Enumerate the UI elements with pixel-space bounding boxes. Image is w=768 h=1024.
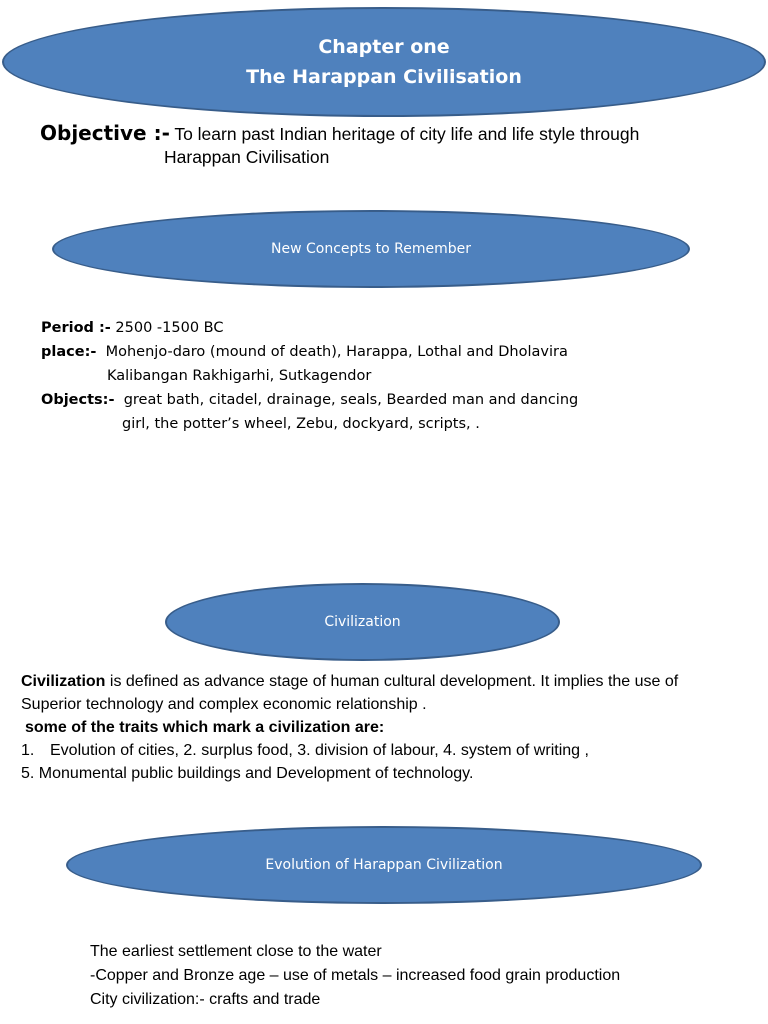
- civilization-term: Civilization: [21, 673, 106, 690]
- concepts-facts: [41, 316, 741, 436]
- evolution-line: -Copper and Bronze age – use of metals – increased food grain production: [90, 967, 621, 984]
- evolution-text: [90, 940, 750, 1012]
- place-value-line2: Kalibangan Rakhigarhi, Sutkagendor: [107, 368, 372, 384]
- chapter-number: Chapter one: [318, 36, 450, 58]
- civilization-heading: Civilization: [324, 614, 401, 630]
- objective-text-line2: Harappan Civilisation: [164, 147, 330, 167]
- evolution-ellipse: [66, 826, 702, 904]
- objective-section: [40, 121, 740, 168]
- traits-line1: Evolution of cities, 2. surplus food, 3. division of labour, 4. system of writing ,: [50, 742, 589, 759]
- evolution-line: The earliest settlement close to the water: [90, 943, 382, 960]
- chapter-title-ellipse: [2, 7, 766, 117]
- traits-heading: some of the traits which mark a civilization are:: [25, 719, 385, 736]
- evolution-line: City civilization:- crafts and trade: [90, 991, 321, 1008]
- place-value-line1: Mohenjo-daro (mound of death), Harappa, Lothal and Dholavira: [105, 344, 568, 360]
- objects-value-line2: girl, the potter’s wheel, Zebu, dockyard, scripts, .: [122, 416, 480, 432]
- objective-text-line1: To learn past Indian heritage of city life and life style through: [174, 124, 640, 144]
- traits-line2: 5. Monumental public buildings and Development of technology.: [21, 765, 474, 782]
- new-concepts-heading: New Concepts to Remember: [271, 241, 471, 257]
- period-row: [41, 316, 741, 340]
- new-concepts-ellipse: [52, 210, 690, 288]
- civilization-definition-line2: Superior technology and complex economic relationship .: [21, 696, 427, 713]
- place-label: place:-: [41, 344, 97, 360]
- civilization-ellipse: [165, 583, 560, 661]
- objects-row: [41, 388, 741, 412]
- objective-label: Objective :-: [40, 121, 170, 145]
- chapter-title: The Harappan Civilisation: [246, 66, 522, 88]
- traits-number: 1.: [21, 742, 35, 759]
- civilization-text: [21, 670, 761, 785]
- objects-value-line1: great bath, citadel, drainage, seals, Bearded man and dancing: [123, 392, 579, 408]
- civilization-definition: is defined as advance stage of human cultural development. It implies the use of: [105, 673, 679, 690]
- objects-label: Objects:-: [41, 392, 115, 408]
- period-value: 2500 -1500 BC: [115, 320, 224, 336]
- period-label: Period :-: [41, 320, 111, 336]
- evolution-heading: Evolution of Harappan Civilization: [265, 857, 503, 873]
- place-row: [41, 340, 741, 364]
